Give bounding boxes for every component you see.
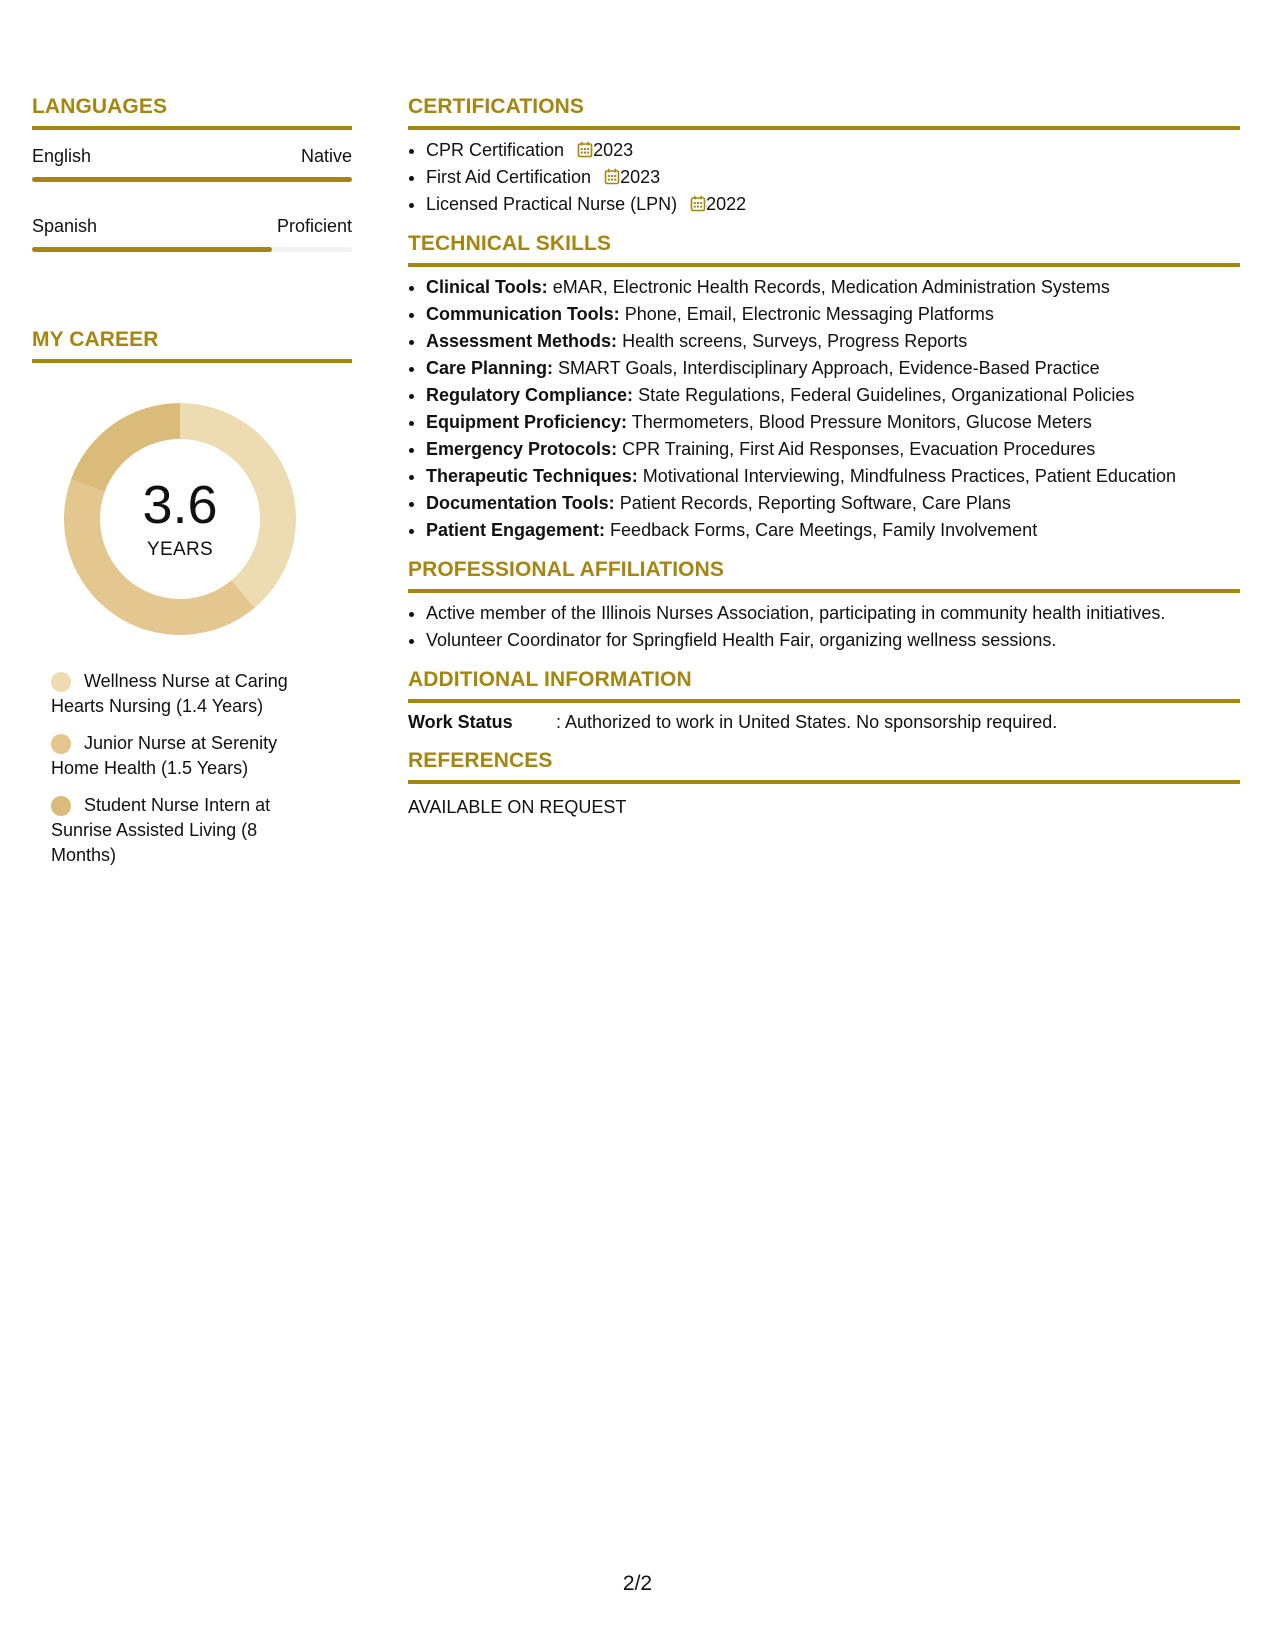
career-legend	[51, 669, 301, 868]
skill-item	[426, 436, 1240, 463]
skill-value: Health screens, Surveys, Progress Reports	[622, 331, 968, 351]
affiliation-item: • Active member of the Illinois Nurses Association, participating in community health initiatives.	[426, 600, 1240, 627]
skill-label: Regulatory Compliance:	[426, 385, 634, 405]
language-bar-track	[32, 247, 352, 252]
certification-item	[426, 191, 1240, 218]
additional-info-title: ADDITIONAL INFORMATION	[408, 668, 1240, 703]
certification-year: 2023	[620, 167, 661, 187]
career-legend-label: Student Nurse Intern at Sunrise Assisted Living (8 Months)	[51, 795, 271, 865]
calendar-icon	[577, 141, 593, 158]
skill-item	[426, 301, 1240, 328]
left-column	[32, 95, 352, 880]
references-title: REFERENCES	[408, 749, 1240, 784]
skill-item	[426, 382, 1240, 409]
certification-item	[426, 164, 1240, 191]
references-section	[408, 749, 1240, 818]
career-legend-item	[51, 793, 301, 868]
language-bar-track	[32, 177, 352, 182]
calendar-icon	[690, 195, 706, 212]
work-status-value: : Authorized to work in United States. No sponsorship required.	[556, 712, 1058, 732]
career-legend-label: Junior Nurse at Serenity Home Health (1.5 Years)	[51, 733, 278, 778]
references-text: AVAILABLE ON REQUEST	[408, 797, 627, 817]
language-bar-fill	[32, 247, 272, 252]
skill-label: Documentation Tools:	[426, 493, 615, 513]
skill-item	[426, 355, 1240, 382]
skill-value: SMART Goals, Interdisciplinary Approach, Evidence-Based Practice	[558, 358, 1100, 378]
career-section	[32, 328, 352, 868]
skill-value: Feedback Forms, Care Meetings, Family Involvement	[610, 520, 1038, 540]
work-status-row	[408, 711, 1240, 735]
skill-label: Equipment Proficiency:	[426, 412, 628, 432]
affiliations-section	[408, 558, 1240, 654]
donut-center	[64, 403, 296, 635]
skill-item	[426, 463, 1240, 490]
language-name: English	[32, 146, 92, 166]
skill-label: Therapeutic Techniques:	[426, 466, 638, 486]
skill-value: Motivational Interviewing, Mindfulness Practices, Patient Education	[642, 466, 1176, 486]
skill-value: eMAR, Electronic Health Records, Medication Administration Systems	[552, 277, 1110, 297]
skill-label: Communication Tools:	[426, 304, 620, 324]
skill-value: Phone, Email, Electronic Messaging Platforms	[624, 304, 994, 324]
language-row	[32, 130, 352, 200]
language-level: Proficient	[276, 216, 352, 236]
legend-dot-icon	[51, 672, 71, 692]
skill-item	[426, 274, 1240, 301]
certification-item	[426, 137, 1240, 164]
affiliation-item: • Volunteer Coordinator for Springfield Health Fair, organizing wellness sessions.	[426, 627, 1240, 654]
career-title: MY CAREER	[32, 328, 352, 363]
skill-label: Patient Engagement:	[426, 520, 606, 540]
language-name: Spanish	[32, 216, 98, 236]
languages-title: LANGUAGES	[32, 95, 352, 130]
technical-skills-list	[408, 274, 1240, 544]
certification-name: Licensed Practical Nurse (LPN)	[426, 194, 678, 214]
affiliations-title: PROFESSIONAL AFFILIATIONS	[408, 558, 1240, 593]
skill-item	[426, 490, 1240, 517]
legend-dot-icon	[51, 796, 71, 816]
career-total-value: 3.6	[142, 475, 218, 535]
certifications-list	[408, 137, 1240, 218]
certifications-section	[408, 95, 1240, 218]
additional-info-section	[408, 668, 1240, 735]
skill-item	[426, 409, 1240, 436]
skill-value: State Regulations, Federal Guidelines, Organizational Policies	[638, 385, 1135, 405]
work-status-label: Work Status	[408, 712, 513, 732]
right-column	[408, 95, 1240, 818]
certifications-title: CERTIFICATIONS	[408, 95, 1240, 130]
skill-label: Assessment Methods:	[426, 331, 618, 351]
page-number: 2/2	[622, 1572, 653, 1595]
career-legend-item	[51, 731, 301, 781]
career-donut-chart	[64, 403, 296, 635]
skill-value: CPR Training, First Aid Responses, Evacuation Procedures	[622, 439, 1096, 459]
legend-dot-icon	[51, 734, 71, 754]
languages-section	[32, 95, 352, 270]
certification-name: CPR Certification	[426, 140, 565, 160]
language-row	[32, 200, 352, 270]
skill-value: Thermometers, Blood Pressure Monitors, Glucose Meters	[631, 412, 1092, 432]
certification-year: 2023	[593, 140, 634, 160]
skill-label: Care Planning:	[426, 358, 554, 378]
language-bar-fill	[32, 177, 352, 182]
certification-year: 2022	[706, 194, 747, 214]
career-total-unit: YEARS	[147, 539, 213, 560]
technical-skills-section	[408, 232, 1240, 544]
language-level: Native	[300, 146, 352, 166]
skill-label: Clinical Tools:	[426, 277, 548, 297]
skill-label: Emergency Protocols:	[426, 439, 618, 459]
skill-value: Patient Records, Reporting Software, Care Plans	[619, 493, 1011, 513]
technical-skills-title: TECHNICAL SKILLS	[408, 232, 1240, 267]
skill-item	[426, 517, 1240, 544]
affiliations-list	[408, 600, 1240, 654]
calendar-icon	[604, 168, 620, 185]
certification-name: First Aid Certification	[426, 167, 592, 187]
career-legend-label: Wellness Nurse at Caring Hearts Nursing (1.4 Years)	[51, 671, 288, 716]
skill-item	[426, 328, 1240, 355]
career-legend-item	[51, 669, 301, 719]
